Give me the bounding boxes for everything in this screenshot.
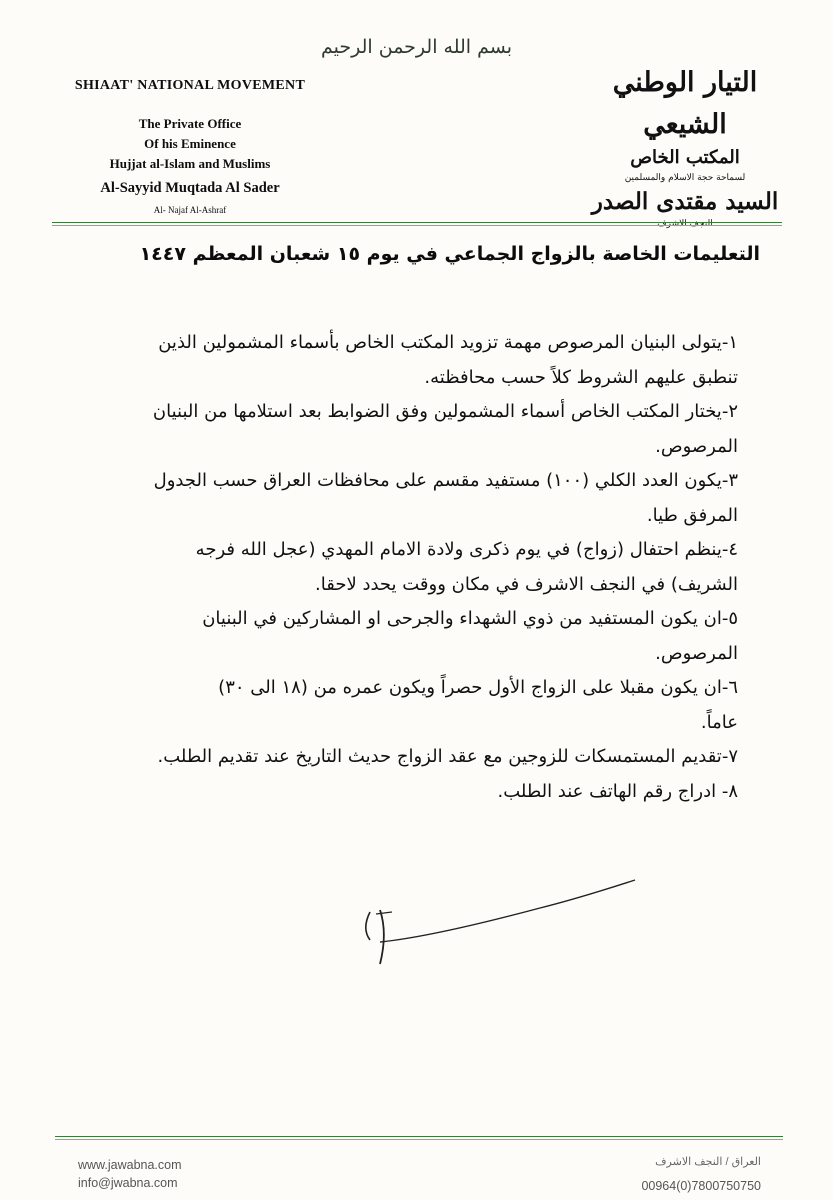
arabic-sayyid-name: السيد مقتدى الصدر — [591, 188, 779, 215]
organization-name: SHIAAT' NATIONAL MOVEMENT — [74, 78, 306, 93]
instruction-item-2 — [78, 395, 738, 464]
sayyid-name: Al-Sayyid Muqtada Al Sader — [100, 180, 280, 196]
instruction-item-3 — [78, 464, 738, 533]
arabic-movement-name: التيار الوطني الشيعي — [612, 67, 758, 140]
arabic-office-name: المكتب الخاص — [630, 147, 740, 168]
footer-web-contact — [78, 1156, 182, 1192]
instruction-2-line-2: المرصوص. — [655, 435, 738, 457]
instruction-5-line-1: ٥-ان يكون المستفيد من ذوي الشهداء والجرحى او المشاركين في البنيان — [202, 608, 738, 629]
website-link[interactable]: www.jawabna.com — [78, 1158, 182, 1172]
footer-address — [641, 1150, 761, 1198]
instruction-4-line-2: الشريف) في النجف الاشرف في مكان ووقت يحدد لاحقا. — [315, 573, 738, 595]
phone-number: 00964(0)7800750750 — [641, 1179, 761, 1193]
email-link[interactable]: info@jwabna.com — [78, 1176, 178, 1190]
office-line-1: The Private Office — [138, 116, 242, 131]
office-line-3: Hujjat al-Islam and Muslims — [109, 156, 271, 171]
address-text: العراق / النجف الاشرف — [655, 1156, 761, 1168]
instruction-3-line-2: المرفق طيا. — [646, 504, 738, 526]
instruction-item-7 — [78, 740, 738, 775]
header-divider — [52, 222, 782, 223]
instruction-1-line-1: ١-يتولى البنيان المرصوص مهمة تزويد المكتب الخاص بأسماء المشمولين الذين — [158, 332, 738, 353]
instruction-5-line-2: المرصوص. — [655, 642, 738, 664]
document-title: التعليمات الخاصة بالزواج الجماعي في يوم ١٥ شعبان المعظم ١٤٤٧ — [139, 243, 760, 265]
footer-divider — [55, 1136, 783, 1137]
arabic-letterhead — [585, 62, 785, 230]
arabic-title-line: لسماحة حجة الاسلام والمسلمين — [624, 173, 746, 183]
instruction-item-6 — [78, 671, 738, 740]
office-line-2: Of his Eminence — [144, 136, 236, 151]
instruction-item-5 — [78, 602, 738, 671]
instruction-item-1 — [78, 326, 738, 395]
instructions-list — [78, 326, 738, 809]
instruction-7-line-1: ٧-تقديم المستمسكات للزوجين مع عقد الزواج حديث التاريخ عند تقديم الطلب. — [157, 746, 738, 767]
instruction-8-line-1: ٨- ادراج رقم الهاتف عند الطلب. — [497, 780, 738, 802]
instruction-3-line-1: ٣-يكون العدد الكلي (١٠٠) مستفيد مقسم على محافظات العراق حسب الجدول — [153, 470, 738, 491]
instruction-2-line-1: ٢-يختار المكتب الخاص أسماء المشمولين وفق الضوابط بعد استلامها من البنيان — [152, 401, 738, 422]
instruction-item-4 — [78, 533, 738, 602]
instruction-6-line-1: ٦-ان يكون مقبلا على الزواج الأول حصراً ويكون عمره من (١٨ الى ٣٠) — [218, 677, 738, 698]
instruction-4-line-1: ٤-ينظم احتفال (زواج) في يوم ذكرى ولادة الامام المهدي (عجل الله فرجه — [195, 539, 738, 560]
instruction-1-line-2: تنطبق عليهم الشروط كلاً حسب محافظته. — [424, 366, 738, 388]
basmala: بسم الله الرحمن الرحيم — [321, 36, 512, 58]
city-name: Al- Najaf Al-Ashraf — [153, 205, 227, 215]
instruction-6-line-2: عاماً. — [700, 711, 738, 733]
english-letterhead — [40, 78, 340, 215]
instruction-item-8 — [78, 775, 738, 810]
arabic-city-name: النجف الاشرف — [657, 219, 713, 229]
signature — [340, 872, 640, 982]
